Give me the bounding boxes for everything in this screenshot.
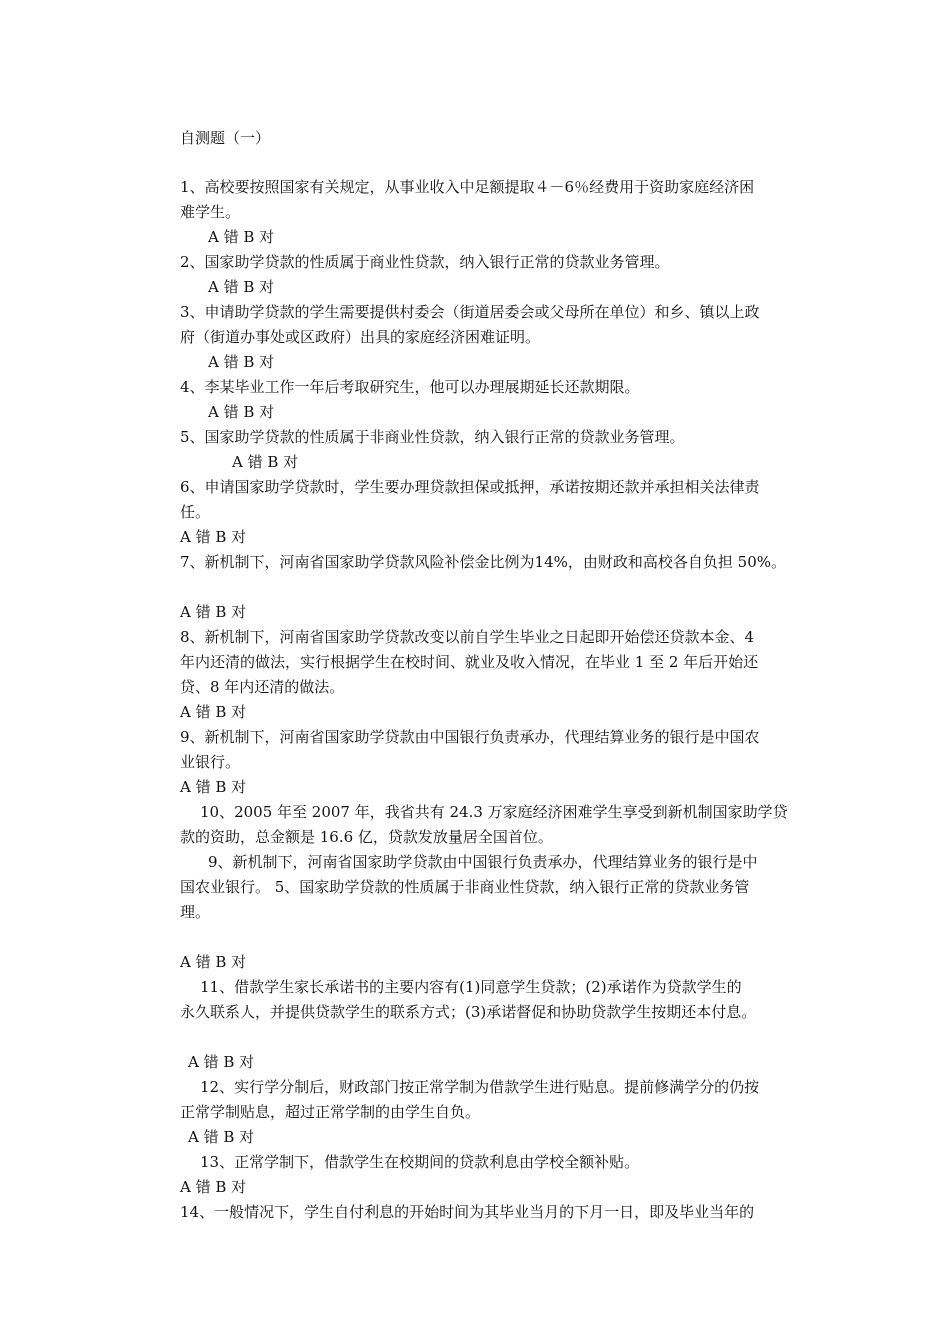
- question-5-text: 5、国家助学贷款的性质属于非商业性贷款，纳入银行正常的贷款业务管理。: [180, 428, 685, 446]
- question-6-text: 6、申请国家助学贷款时，学生要办理贷款担保或抵押，承诺按期还款并承担相关法律责: [180, 478, 760, 496]
- question-9-text: 9、新机制下，河南省国家助学贷款由中国银行负责承办，代理结算业务的银行是中国农: [180, 728, 760, 746]
- question-10-options: A 错 B 对: [180, 953, 247, 971]
- question-10-text: 10、2005 年至 2007 年，我省共有 24.3 万家庭经济困难学生享受到新机制国家助学贷: [200, 803, 788, 821]
- question-7-options: A 错 B 对: [180, 603, 247, 621]
- question-4-text: 4、李某毕业工作一年后考取研究生，他可以办理展期延长还款期限。: [180, 378, 640, 396]
- question-12-text-cont: 正常学制贴息，超过正常学制的由学生自负。: [180, 1103, 481, 1121]
- question-4-options: A 错 B 对: [208, 403, 275, 421]
- question-1-text-cont: 难学生。: [180, 203, 241, 221]
- question-14-text: 14、一般情况下，学生自付利息的开始时间为其毕业当月的下月一日，即及毕业当年的: [180, 1203, 755, 1221]
- question-5-options: A 错 B 对: [232, 453, 299, 471]
- question-2-text: 2、国家助学贷款的性质属于商业性贷款，纳入银行正常的贷款业务管理。: [180, 253, 670, 271]
- question-6-options: A 错 B 对: [180, 528, 247, 546]
- question-13-options: A 错 B 对: [180, 1178, 247, 1196]
- question-2-options: A 错 B 对: [208, 278, 275, 296]
- question-3-options: A 错 B 对: [208, 353, 275, 371]
- question-10-text-cont: 款的资助，总金额是 16.6 亿，贷款发放量居全国首位。: [180, 828, 553, 846]
- question-1-text: 1、高校要按照国家有关规定，从事业收入中足额提取４－6％经费用于资助家庭经济困: [180, 178, 755, 196]
- question-8-text: 8、新机制下，河南省国家助学贷款改变以前自学生毕业之日起即开始偿还贷款本金、4: [180, 628, 755, 646]
- question-8-options: A 错 B 对: [180, 703, 247, 721]
- question-list: [180, 175, 820, 1225]
- question-12-options: A 错 B 对: [188, 1128, 255, 1146]
- question-7-text: 7、新机制下，河南省国家助学贷款风险补偿金比例为14%，由财政和高校各自负担 50%。: [180, 553, 786, 571]
- question-12-text: 12、实行学分制后，财政部门按正常学制为借款学生进行贴息。提前修满学分的仍按: [200, 1078, 760, 1096]
- blank-line: [180, 1025, 820, 1050]
- question-8-text-cont: 贷、8 年内还清的做法。: [180, 678, 345, 696]
- question-9-options: A 错 B 对: [180, 778, 247, 796]
- question-repeat-text-cont: 国农业银行。 5、国家助学贷款的性质属于非商业性贷款，纳入银行正常的贷款业务管: [180, 878, 750, 896]
- question-13-text: 13、正常学制下，借款学生在校期间的贷款利息由学校全额补贴。: [200, 1153, 640, 1171]
- question-3-text: 3、申请助学贷款的学生需要提供村委会（街道居委会或父母所在单位）和乡、镇以上政: [180, 303, 760, 321]
- blank-line: [180, 925, 820, 950]
- question-9-text-cont: 业银行。: [180, 753, 241, 771]
- page-title: 自测题（一）: [180, 129, 271, 147]
- question-8-text-cont: 年内还清的做法，实行根据学生在校时间、就业及收入情况，在毕业 1 至 2 年后开始还: [180, 653, 759, 671]
- blank-line: [180, 575, 820, 600]
- question-11-text-cont: 永久联系人，并提供贷款学生的联系方式；(3)承诺督促和协助贷款学生按期还本付息。: [180, 1003, 757, 1021]
- question-6-text-cont: 任。: [180, 503, 211, 521]
- question-11-options: A 错 B 对: [188, 1053, 255, 1071]
- question-11-text: 11、借款学生家长承诺书的主要内容有(1)同意学生贷款；(2)承诺作为贷款学生的: [200, 978, 742, 996]
- question-repeat-text-cont: 理。: [180, 903, 211, 921]
- question-repeat-text: 9、新机制下，河南省国家助学贷款由中国银行负责承办，代理结算业务的银行是中: [208, 853, 758, 871]
- question-1-options: A 错 B 对: [208, 228, 275, 246]
- question-3-text-cont: 府（街道办事处或区政府）出具的家庭经济困难证明。: [180, 328, 541, 346]
